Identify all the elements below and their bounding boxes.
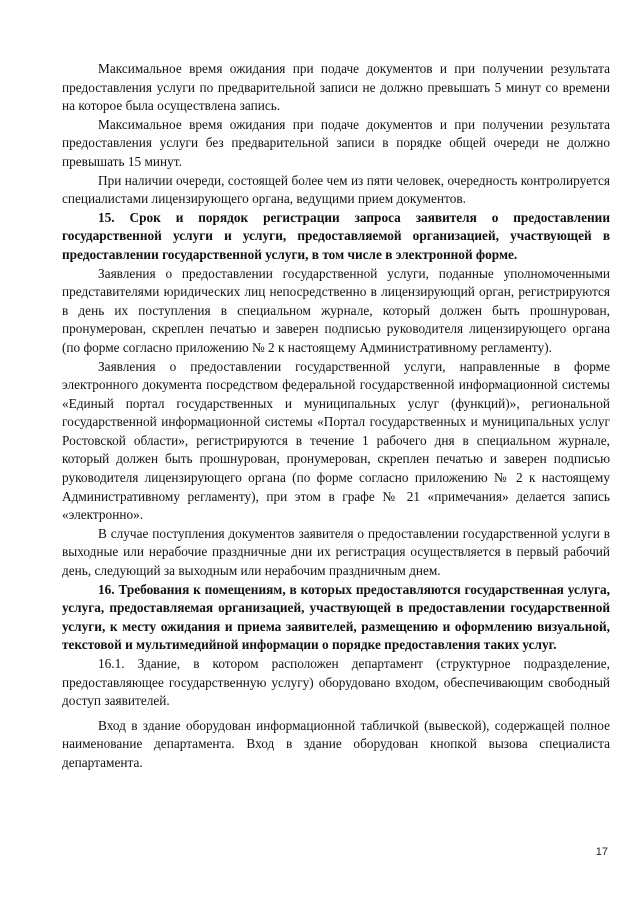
paragraph-16-1-building: 16.1. Здание, в котором расположен департамент (структурное подразделение, предоставляющее государственную услугу) оборудовано входом, обеспечивающим свободный доступ заявителей. <box>62 656 610 709</box>
document-page <box>62 60 610 773</box>
paragraph-queue-control: При наличии очереди, состоящей более чем из пяти человек, очередность контролируется специалистами лицензирующего органа, ведущими прием документов. <box>62 172 610 207</box>
paragraph-registration-electronic: Заявления о предоставлении государственной услуги, направленные в форме электронного документа посредством федеральной государственной информационной системы «Единый портал государственных и муниципальных услуг (функций)», региональной государственной информационной системы «Портал государственных и муниципальных услуг Ростовской области», регистрируются в течение 1 рабочего дня в специальном журнале, который должен быть прошнурован, пронумерован, скреплен печатью и заверен подписью руководителя лицензирующего органа (по форме согласно приложению № 2 к настоящему Административному регламенту), при этом в графе № 21 «примечания» делается запись «электронно». <box>62 358 610 523</box>
paragraph-registration-holidays: В случае поступления документов заявителя о предоставлении государственной услуги в выходные или нерабочие праздничные дни их регистрация осуществляется в первый рабочий день, следующий за выходным или нерабочим праздничным днем. <box>62 525 610 579</box>
section-heading-15: 15. Срок и порядок регистрации запроса заявителя о предоставлении государственной услуги и услуги, предоставляемой организацией, участвующей в предоставлении государственной услуги, в том числе в электронной форме. <box>62 209 610 262</box>
paragraph-registration-direct: Заявления о предоставлении государственной услуги, поданные уполномоченными представителями юридических лиц непосредственно в лицензирующий орган, регистрируются в день их поступления в специальном журнале, который должен быть прошнурован, пронумерован, скреплен печатью и заверен подписью руководителя лицензирующего органа (по форме согласно приложению № 2 к настоящему Административному регламенту). <box>62 265 610 355</box>
page-number: 17 <box>595 846 608 858</box>
paragraph-max-wait-queue: Максимальное время ожидания при подаче документов и при получении результата предоставления услуги без предварительной записи в порядке общей очереди не должно превышать 15 минут. <box>62 116 610 169</box>
paragraph-entrance-signage: Вход в здание оборудован информационной табличкой (вывеской), содержащей полное наименование департамента. Вход в здание оборудован кнопкой вызова специалиста департамента. <box>62 717 610 770</box>
paragraph-max-wait-preregistered: Максимальное время ожидания при подаче документов и при получении результата предоставления услуги по предварительной записи не должно превышать 5 минут со времени на которое была осуществлена запись. <box>62 61 610 114</box>
section-heading-16: 16. Требования к помещениям, в которых предоставляются государственная услуга, услуга, предоставляемая организацией, участвующей в предоставлении государственной услуги, к месту ожидания и приема заявителей, размещению и оформлению визуальной, текстовой и мультимедийной информации о порядке предоставления таких услуг. <box>62 581 610 653</box>
